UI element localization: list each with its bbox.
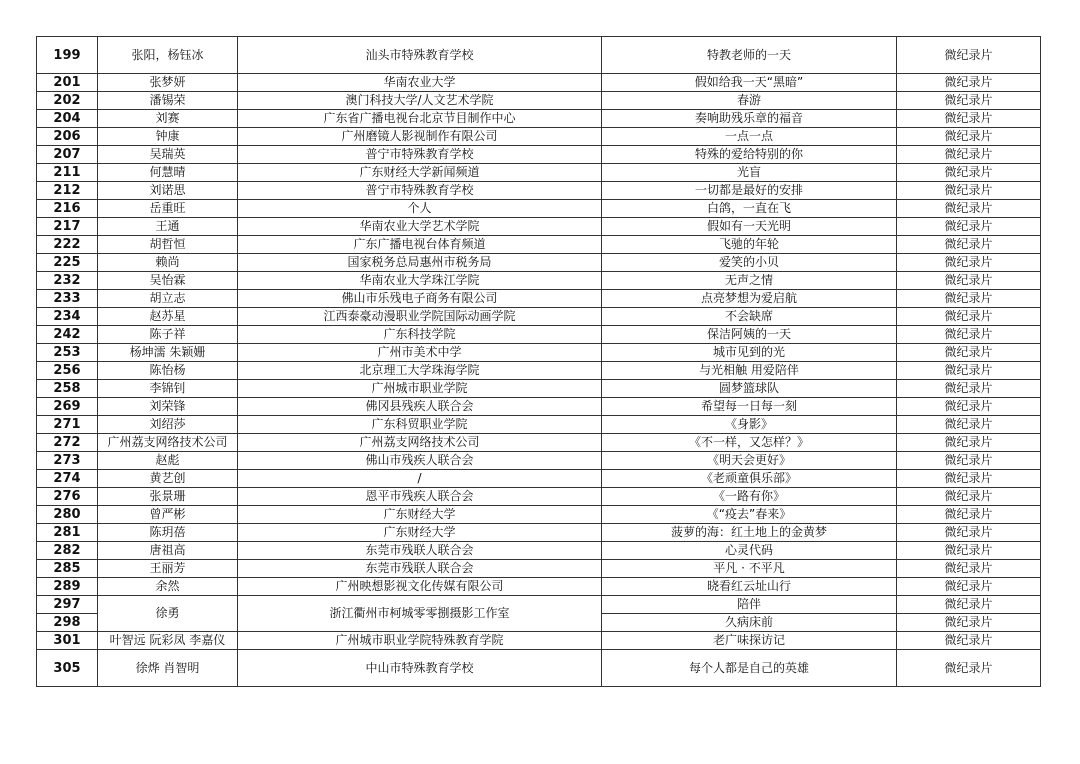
table-row — [37, 542, 1041, 560]
entry-author: 岳重旺 — [98, 200, 238, 218]
entry-author: 广州荔支网络技术公司 — [98, 434, 238, 452]
entry-number: 298 — [37, 614, 98, 632]
entry-organization: 中山市特殊教育学校 — [238, 650, 602, 687]
entry-organization: 北京理工大学珠海学院 — [238, 362, 602, 380]
entry-organization: 澳门科技大学/人文艺术学院 — [238, 92, 602, 110]
entry-author: 张阳，杨钰冰 — [98, 37, 238, 74]
entry-category: 微纪录片 — [897, 650, 1041, 687]
table-row — [37, 524, 1041, 542]
entry-author: 曾严彬 — [98, 506, 238, 524]
entry-number: 256 — [37, 362, 98, 380]
table-row — [37, 470, 1041, 488]
table-row — [37, 452, 1041, 470]
entry-author: 刘赛 — [98, 110, 238, 128]
entry-title: 特教老师的一天 — [602, 37, 897, 74]
entry-title: 一点一点 — [602, 128, 897, 146]
entry-author: 余然 — [98, 578, 238, 596]
entry-number: 201 — [37, 74, 98, 92]
entry-category: 微纪录片 — [897, 596, 1041, 614]
entry-organization: 广州城市职业学院 — [238, 380, 602, 398]
entry-number: 276 — [37, 488, 98, 506]
table-row — [37, 380, 1041, 398]
entry-title: 保洁阿姨的一天 — [602, 326, 897, 344]
entry-category: 微纪录片 — [897, 182, 1041, 200]
entry-title: 城市见到的光 — [602, 344, 897, 362]
table-row — [37, 182, 1041, 200]
table-row — [37, 488, 1041, 506]
entry-organization: 广州荔支网络技术公司 — [238, 434, 602, 452]
entry-number: 281 — [37, 524, 98, 542]
entry-number: 272 — [37, 434, 98, 452]
entry-author: 胡哲恒 — [98, 236, 238, 254]
entry-title: 老广味探访记 — [602, 632, 897, 650]
entry-organization: 广东科技学院 — [238, 326, 602, 344]
entry-number: 271 — [37, 416, 98, 434]
entry-category: 微纪录片 — [897, 380, 1041, 398]
entry-title: 奏响助残乐章的福音 — [602, 110, 897, 128]
entry-organization: 汕头市特殊教育学校 — [238, 37, 602, 74]
entry-title: 《一路有你》 — [602, 488, 897, 506]
table-row — [37, 416, 1041, 434]
entries-table — [36, 36, 1041, 687]
entry-number: 211 — [37, 164, 98, 182]
entry-author: 张梦妍 — [98, 74, 238, 92]
entry-organization: 广东财经大学 — [238, 506, 602, 524]
table-row — [37, 110, 1041, 128]
entry-number: 225 — [37, 254, 98, 272]
entry-number: 234 — [37, 308, 98, 326]
entry-category: 微纪录片 — [897, 614, 1041, 632]
table-row — [37, 37, 1041, 74]
table-row — [37, 362, 1041, 380]
entry-organization: 广东财经大学 — [238, 524, 602, 542]
entry-organization: 广州市美术中学 — [238, 344, 602, 362]
entry-organization: 普宁市特殊教育学校 — [238, 146, 602, 164]
entry-title: 久病床前 — [602, 614, 897, 632]
entry-category: 微纪录片 — [897, 254, 1041, 272]
entry-author: 刘荣锋 — [98, 398, 238, 416]
table-row — [37, 236, 1041, 254]
entry-author: 刘诺思 — [98, 182, 238, 200]
entry-title: 白鸽，一直在飞 — [602, 200, 897, 218]
table-row — [37, 506, 1041, 524]
entry-category: 微纪录片 — [897, 578, 1041, 596]
entry-number: 199 — [37, 37, 98, 74]
table-row — [37, 434, 1041, 452]
entry-category: 微纪录片 — [897, 488, 1041, 506]
entry-number: 202 — [37, 92, 98, 110]
entry-number: 216 — [37, 200, 98, 218]
entry-title: 晓看红云址山行 — [602, 578, 897, 596]
entry-author: 吴怡霖 — [98, 272, 238, 290]
entry-organization: 广东广播电视台体育频道 — [238, 236, 602, 254]
entry-number: 285 — [37, 560, 98, 578]
entry-title: 《明天会更好》 — [602, 452, 897, 470]
entry-number: 301 — [37, 632, 98, 650]
entry-author: 潘锡荣 — [98, 92, 238, 110]
entry-organization: 广东科贸职业学院 — [238, 416, 602, 434]
table-row — [37, 398, 1041, 416]
entry-title: 与光相触 用爱陪伴 — [602, 362, 897, 380]
entry-author: 徐烨 肖智明 — [98, 650, 238, 687]
entry-organization: 佛山市残疾人联合会 — [238, 452, 602, 470]
entry-organization: 华南农业大学艺术学院 — [238, 218, 602, 236]
entry-author: 叶智远 阮彩凤 李嘉仪 — [98, 632, 238, 650]
entry-number: 282 — [37, 542, 98, 560]
entry-category: 微纪录片 — [897, 308, 1041, 326]
entry-title: 《身影》 — [602, 416, 897, 434]
entry-author: 赵彪 — [98, 452, 238, 470]
entry-title: 心灵代码 — [602, 542, 897, 560]
table-row — [37, 308, 1041, 326]
entry-category: 微纪录片 — [897, 218, 1041, 236]
table-row — [37, 218, 1041, 236]
entry-organization: 广州城市职业学院特殊教育学院 — [238, 632, 602, 650]
award-list-sheet — [36, 36, 1040, 687]
entry-organization: 佛山市乐残电子商务有限公司 — [238, 290, 602, 308]
entry-category: 微纪录片 — [897, 146, 1041, 164]
entry-category: 微纪录片 — [897, 632, 1041, 650]
entry-organization: 华南农业大学珠江学院 — [238, 272, 602, 290]
entry-title: 菠萝的海：红土地上的金黄梦 — [602, 524, 897, 542]
entry-title: 希望每一日每一刻 — [602, 398, 897, 416]
entry-number: 280 — [37, 506, 98, 524]
table-row — [37, 200, 1041, 218]
entry-organization: 广东省广播电视台北京节目制作中心 — [238, 110, 602, 128]
entry-category: 微纪录片 — [897, 37, 1041, 74]
entry-number: 233 — [37, 290, 98, 308]
entry-organization: / — [238, 470, 602, 488]
entry-category: 微纪录片 — [897, 434, 1041, 452]
entry-title: 不会缺席 — [602, 308, 897, 326]
entry-author: 钟康 — [98, 128, 238, 146]
entry-title: 光盲 — [602, 164, 897, 182]
entry-number: 242 — [37, 326, 98, 344]
entry-author: 陈子祥 — [98, 326, 238, 344]
entry-category: 微纪录片 — [897, 110, 1041, 128]
table-row — [37, 326, 1041, 344]
entry-number: 204 — [37, 110, 98, 128]
entry-author: 赵苏星 — [98, 308, 238, 326]
entry-category: 微纪录片 — [897, 542, 1041, 560]
entry-number: 297 — [37, 596, 98, 614]
entry-number: 258 — [37, 380, 98, 398]
table-row — [37, 560, 1041, 578]
entry-number: 207 — [37, 146, 98, 164]
entry-number: 222 — [37, 236, 98, 254]
entry-organization: 广东财经大学新闻频道 — [238, 164, 602, 182]
entry-number: 305 — [37, 650, 98, 687]
table-row — [37, 74, 1041, 92]
entry-author: 王通 — [98, 218, 238, 236]
entry-title: 春游 — [602, 92, 897, 110]
entry-category: 微纪录片 — [897, 470, 1041, 488]
entry-title: 爱笑的小贝 — [602, 254, 897, 272]
entry-author: 何慧晴 — [98, 164, 238, 182]
entry-organization: 东莞市残联人联合会 — [238, 560, 602, 578]
entry-number: 212 — [37, 182, 98, 200]
entry-author: 唐祖高 — [98, 542, 238, 560]
entry-organization: 华南农业大学 — [238, 74, 602, 92]
entry-category: 微纪录片 — [897, 92, 1041, 110]
entry-category: 微纪录片 — [897, 236, 1041, 254]
entry-category: 微纪录片 — [897, 128, 1041, 146]
table-row — [37, 272, 1041, 290]
entry-author: 王丽芳 — [98, 560, 238, 578]
entry-author: 赖尚 — [98, 254, 238, 272]
entry-title: 假如有一天光明 — [602, 218, 897, 236]
entry-author: 陈玥蓓 — [98, 524, 238, 542]
entry-title: 假如给我一天“黑暗” — [602, 74, 897, 92]
entry-author: 黄艺创 — [98, 470, 238, 488]
entry-category: 微纪录片 — [897, 362, 1041, 380]
table-row — [37, 596, 1041, 614]
entry-category: 微纪录片 — [897, 74, 1041, 92]
entry-category: 微纪录片 — [897, 398, 1041, 416]
entry-category: 微纪录片 — [897, 524, 1041, 542]
table-row — [37, 578, 1041, 596]
entry-category: 微纪录片 — [897, 164, 1041, 182]
entry-organization: 东莞市残联人联合会 — [238, 542, 602, 560]
entry-organization: 佛冈县残疾人联合会 — [238, 398, 602, 416]
entry-author: 陈怡杨 — [98, 362, 238, 380]
entry-title: 平凡 · 不平凡 — [602, 560, 897, 578]
entry-category: 微纪录片 — [897, 200, 1041, 218]
entry-organization: 恩平市残疾人联合会 — [238, 488, 602, 506]
entry-category: 微纪录片 — [897, 272, 1041, 290]
entry-author: 徐勇 — [98, 596, 238, 632]
entry-organization: 个人 — [238, 200, 602, 218]
entry-organization: 广州映想影视文化传媒有限公司 — [238, 578, 602, 596]
entry-category: 微纪录片 — [897, 452, 1041, 470]
table-row — [37, 290, 1041, 308]
entry-title: 点亮梦想为爱启航 — [602, 290, 897, 308]
entry-organization: 国家税务总局惠州市税务局 — [238, 254, 602, 272]
table-row — [37, 254, 1041, 272]
entry-organization: 广州磨镜人影视制作有限公司 — [238, 128, 602, 146]
entry-title: 一切都是最好的安排 — [602, 182, 897, 200]
entry-number: 289 — [37, 578, 98, 596]
entry-organization: 浙江衢州市柯城零零捌摄影工作室 — [238, 596, 602, 632]
table-row — [37, 128, 1041, 146]
entry-title: 陪伴 — [602, 596, 897, 614]
entry-title: 《不一样，又怎样？》 — [602, 434, 897, 452]
entry-number: 274 — [37, 470, 98, 488]
entry-category: 微纪录片 — [897, 416, 1041, 434]
entry-title: 《老顽童俱乐部》 — [602, 470, 897, 488]
entry-author: 李锦钊 — [98, 380, 238, 398]
entry-category: 微纪录片 — [897, 290, 1041, 308]
table-row — [37, 344, 1041, 362]
entry-title: 无声之情 — [602, 272, 897, 290]
entry-title: 特殊的爱给特别的你 — [602, 146, 897, 164]
table-row — [37, 650, 1041, 687]
entry-author: 吴瑞英 — [98, 146, 238, 164]
entry-organization: 普宁市特殊教育学校 — [238, 182, 602, 200]
entry-category: 微纪录片 — [897, 326, 1041, 344]
entry-number: 269 — [37, 398, 98, 416]
entry-title: 飞驰的年轮 — [602, 236, 897, 254]
entry-title: 圆梦篮球队 — [602, 380, 897, 398]
entry-author: 张景珊 — [98, 488, 238, 506]
table-row — [37, 164, 1041, 182]
table-row — [37, 146, 1041, 164]
entry-number: 253 — [37, 344, 98, 362]
entry-category: 微纪录片 — [897, 344, 1041, 362]
entry-category: 微纪录片 — [897, 506, 1041, 524]
table-row — [37, 632, 1041, 650]
entry-organization: 江西泰豪动漫职业学院国际动画学院 — [238, 308, 602, 326]
entry-author: 刘绍莎 — [98, 416, 238, 434]
entry-category: 微纪录片 — [897, 560, 1041, 578]
entry-author: 胡立志 — [98, 290, 238, 308]
entry-title: 《“疫去”春来》 — [602, 506, 897, 524]
entry-number: 232 — [37, 272, 98, 290]
entry-number: 217 — [37, 218, 98, 236]
entry-author: 杨坤濡 朱颖姗 — [98, 344, 238, 362]
entry-title: 每个人都是自己的英雄 — [602, 650, 897, 687]
entry-number: 273 — [37, 452, 98, 470]
table-row — [37, 92, 1041, 110]
entry-number: 206 — [37, 128, 98, 146]
